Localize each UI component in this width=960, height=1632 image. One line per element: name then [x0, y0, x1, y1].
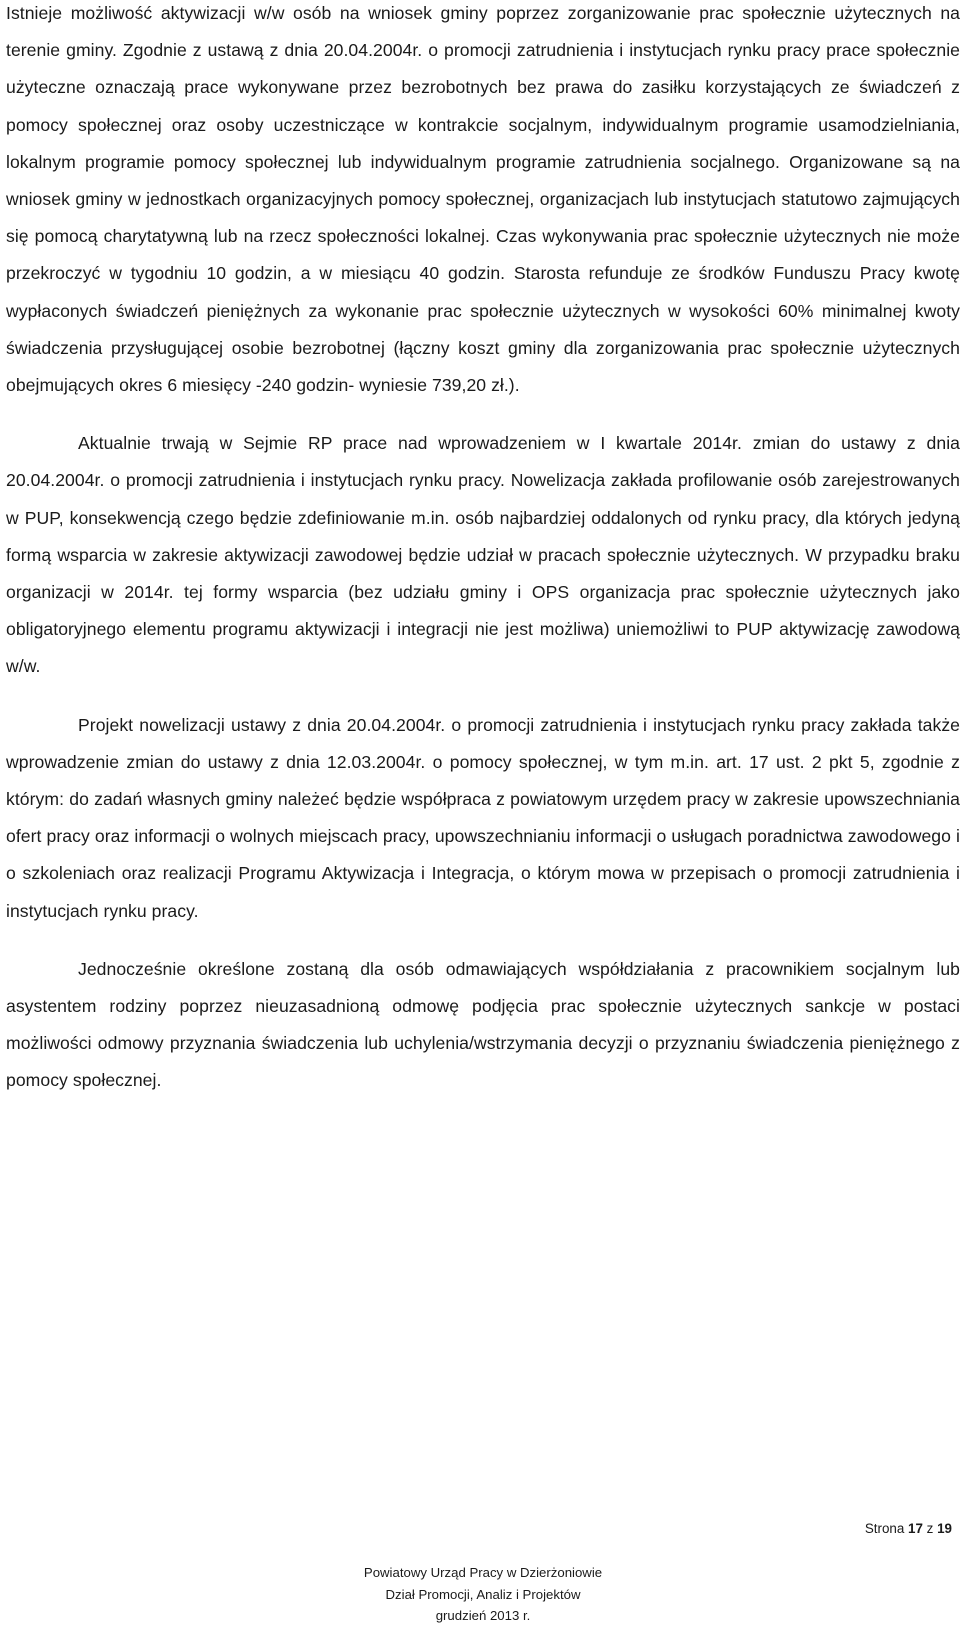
- page-number-total: 19: [937, 1521, 952, 1536]
- page-number-separator: z: [926, 1521, 934, 1536]
- paragraph-nowelizacja-ustawy: Aktualnie trwają w Sejmie RP prace nad wprowadzeniem w I kwartale 2014r. zmian do ustawy z dnia 20.04.2004r. o promocji zatrudnienia i instytucjach rynku pracy. Nowelizacja zakłada profilowanie osób zarejestrowanych w PUP, konsekwencją czego będzie zdefiniowanie m.in. osób najbardziej oddalonych od rynku pracy, dla których jedyną formą wsparcia w zakresie aktywizacji zawodowej będzie udział w pracach społecznie użytecznych. W przypadku braku organizacji w 2014r. tej formy wsparcia (bez udziału gminy i OPS organizacja prac społecznie użytecznych jako obligatoryjnego elementu programu aktywizacji i integracji nie jest możliwa) uniemożliwi to PUP aktywizację zawodową w/w.: [6, 433, 960, 677]
- document-body: [6, 0, 960, 1100]
- page-footer: [6, 1562, 960, 1627]
- footer-date: grudzień 2013 r.: [435, 1608, 531, 1623]
- paragraph-projekt-nowelizacji: Projekt nowelizacji ustawy z dnia 20.04.2004r. o promocji zatrudnienia i instytucjach rynku pracy zakłada także wprowadzenie zmian do ustawy z dnia 12.03.2004r. o pomocy społecznej, w tym m.in. art. 17 ust. 2 pkt 5, zgodnie z którym: do zadań własnych gminy należeć będzie współpraca z powiatowym urzędem pracy w zakresie upowszechniania ofert pracy oraz informacji o wolnych miejscach pracy, upowszechnianiu informacji o usługach poradnictwa zawodowego i o szkoleniach oraz realizacji Programu Aktywizacja i Integracja, o którym mowa w przepisach o promocji zatrudnienia i instytucjach rynku pracy.: [6, 714, 960, 921]
- page-number-current: 17: [908, 1521, 923, 1536]
- footer-department: Dział Promocji, Analiz i Projektów: [385, 1586, 581, 1602]
- page-number-label: Strona: [864, 1521, 905, 1536]
- page-number: [865, 1521, 952, 1536]
- footer-office-name: Powiatowy Urząd Pracy w Dzierżoniowie: [363, 1565, 603, 1580]
- document-page: [6, 0, 960, 1632]
- paragraph-prace-spolecznie-uzyteczne: Istnieje możliwość aktywizacji w/w osób na wniosek gminy poprzez zorganizowanie prac społecznie użytecznych na terenie gminy. Zgodnie z ustawą z dnia 20.04.2004r. o promocji zatrudnienia i instytucjach rynku pracy prace społecznie użyteczne oznaczają prace wykonywane przez bezrobotnych bez prawa do zasiłku korzystających ze świadczeń z pomocy społecznej oraz osoby uczestniczące w kontrakcie socjalnym, indywidualnym programie usamodzielniania, lokalnym programie pomocy społecznej lub indywidualnym programie zatrudnienia socjalnego. Organizowane są na wniosek gminy w jednostkach organizacyjnych pomocy społecznej, organizacjach lub instytucjach statutowo zajmujących się pomocą charytatywną lub na rzecz społeczności lokalnej. Czas wykonywania prac społecznie użytecznych nie może przekroczyć w tygodniu 10 godzin, a w miesiącu 40 godzin. Starosta refunduje ze środków Funduszu Pracy kwotę wypłaconych świadczeń pieniężnych za wykonanie prac społecznie użytecznych w wysokości 60% minimalnej kwoty świadczenia przysługującej osobie bezrobotnej (łączny koszt gminy dla zorganizowania prac społecznie użytecznych obejmujących okres 6 miesięcy -240 godzin- wyniesie 739,20 zł.).: [6, 3, 960, 396]
- paragraph-sankcje: Jednocześnie określone zostaną dla osób odmawiających współdziałania z pracownikiem socjalnym lub asystentem rodziny poprzez nieuzasadnioną odmowę podjęcia prac społecznie użytecznych sankcje w postaci możliwości odmowy przyznania świadczenia lub uchylenia/wstrzymania decyzji o przyznaniu świadczenia pieniężnego z pomocy społecznej.: [6, 958, 960, 1091]
